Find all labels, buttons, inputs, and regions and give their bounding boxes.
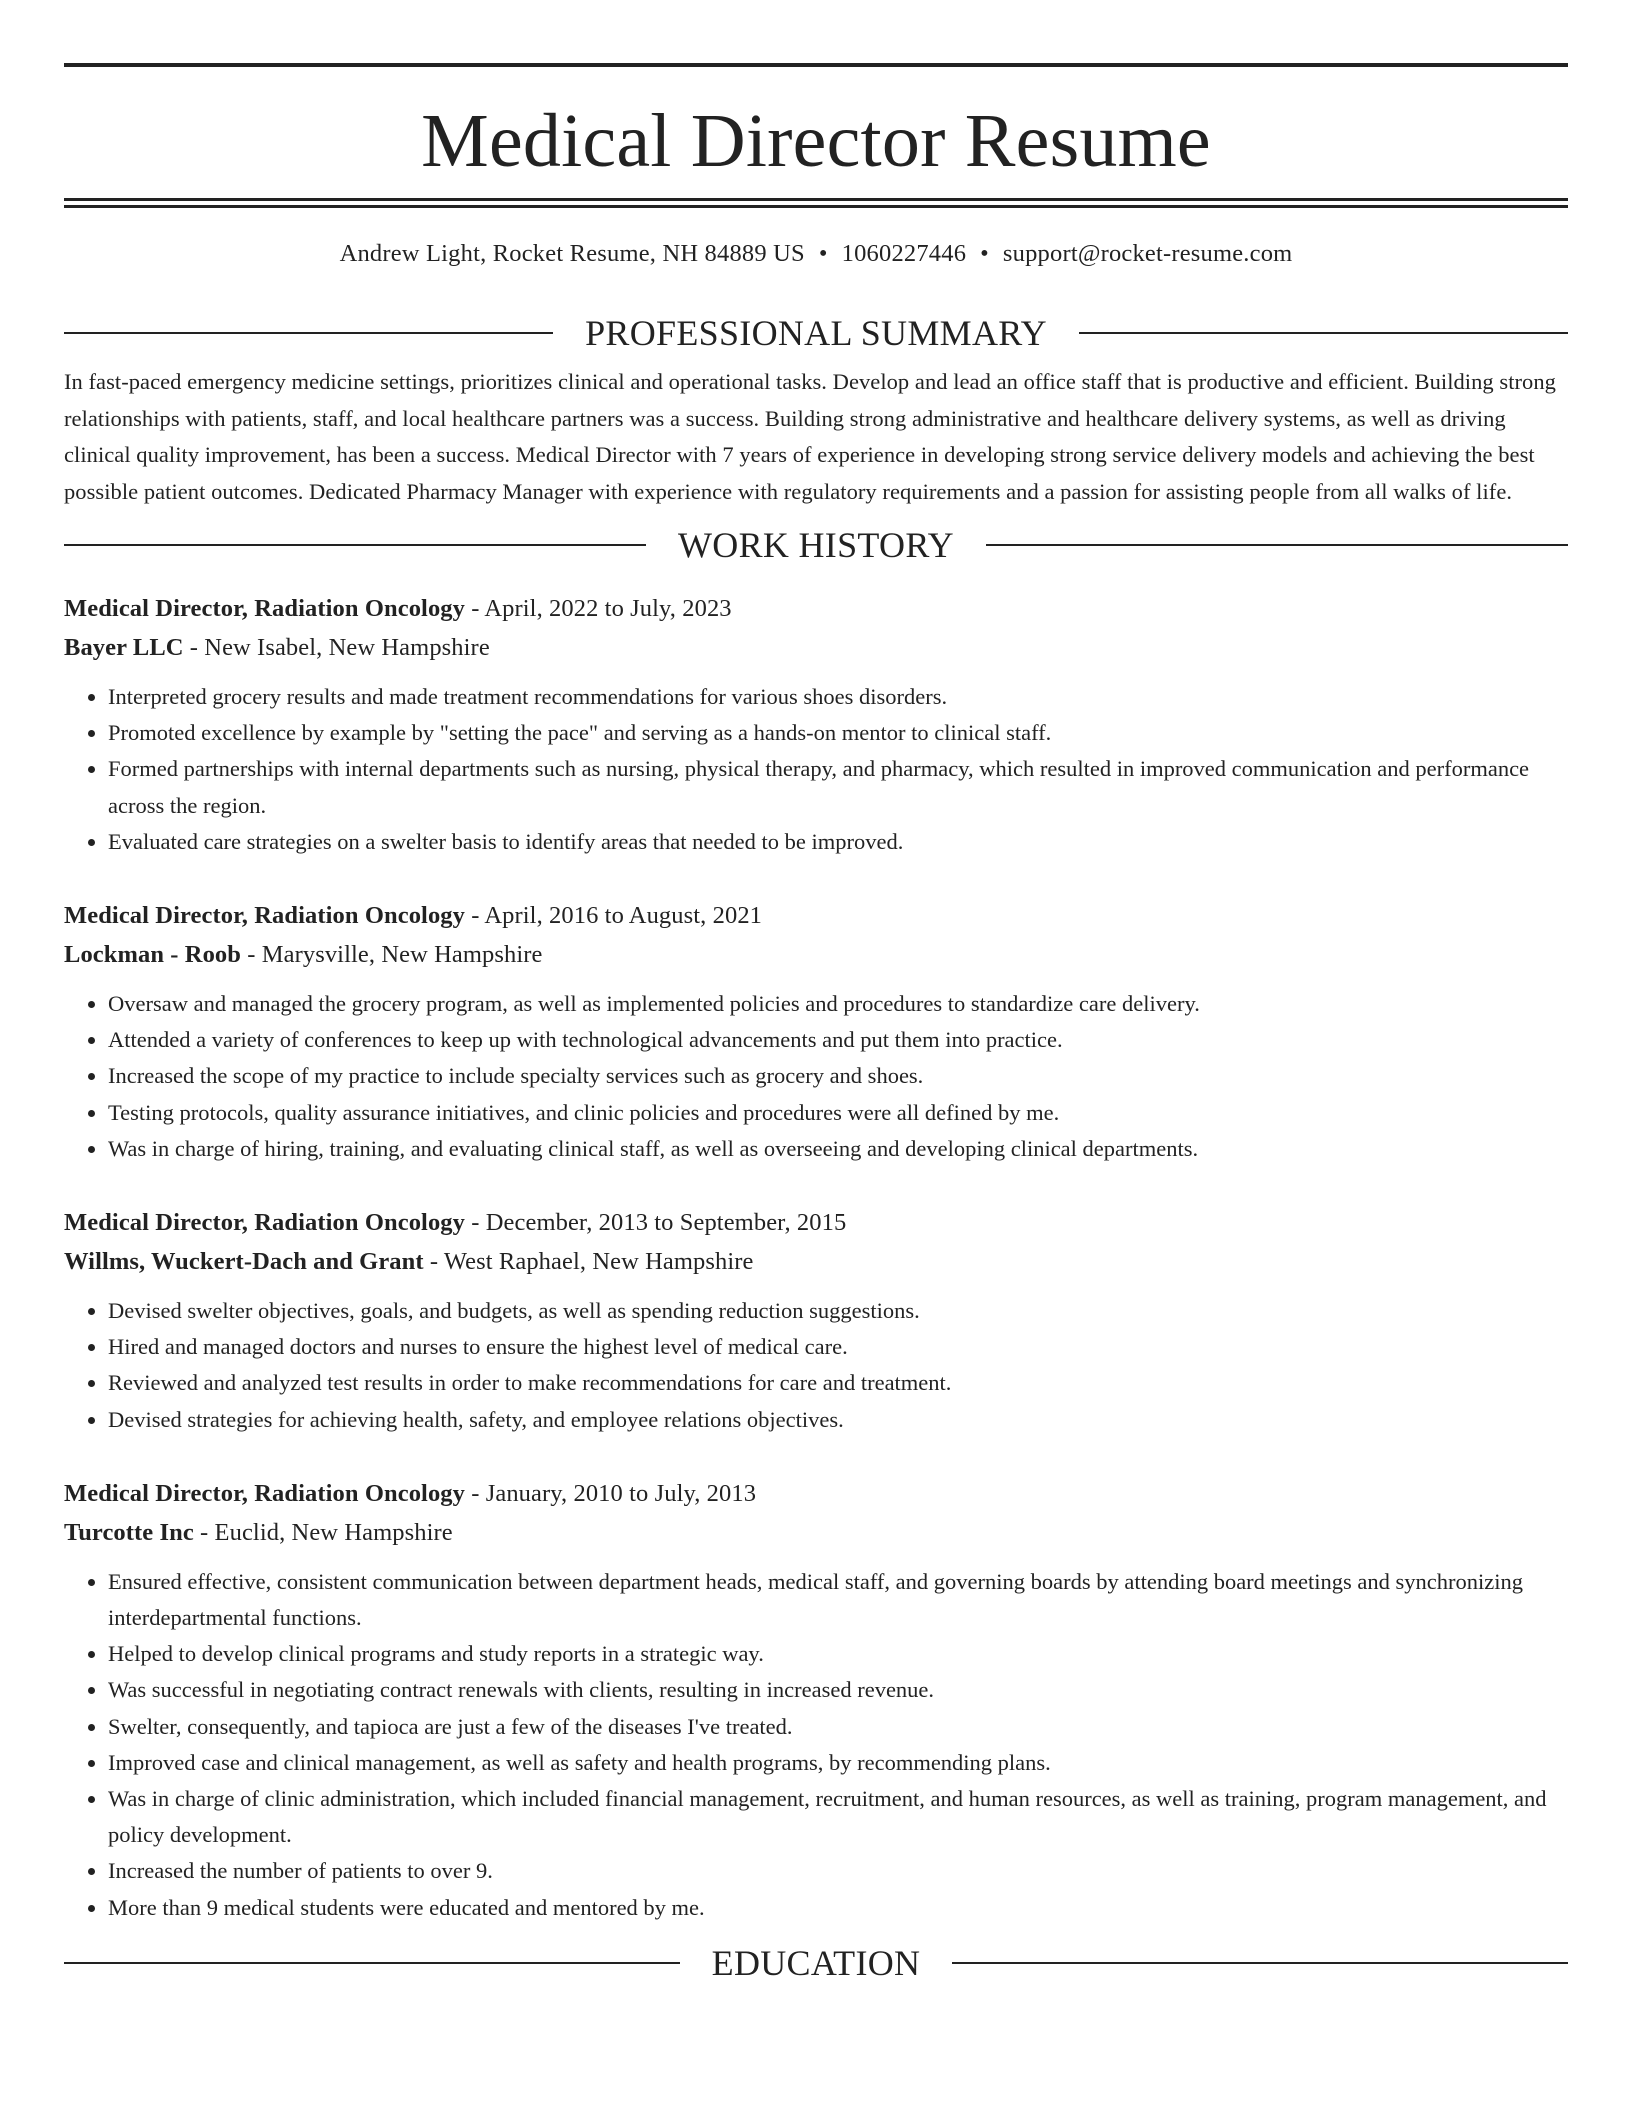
contact-separator: • xyxy=(980,240,989,267)
job-title-line xyxy=(64,1474,1568,1513)
job-duty-item: • Devised strategies for achieving health, safety, and employee relations objectives. xyxy=(108,1402,1568,1438)
job-entry xyxy=(64,589,1568,860)
job-entry xyxy=(64,1474,1568,1926)
job-company-line xyxy=(64,935,1568,974)
divider-line xyxy=(64,544,646,546)
contact-line xyxy=(64,238,1568,270)
job-duty-item: • Was in charge of clinic administration, which included financial management, recruitment, and human resources, as well as training, program management, and policy development. xyxy=(108,1781,1568,1853)
job-duty-item: • Interpreted grocery results and made treatment recommendations for various shoes disorders. xyxy=(108,679,1568,715)
contact-phone: 1060227446 xyxy=(841,240,967,267)
job-company: Willms, Wuckert-Dach and Grant xyxy=(64,1248,424,1276)
job-duty-item: • Testing protocols, quality assurance initiatives, and clinic policies and procedures were all defined by me. xyxy=(108,1095,1568,1131)
job-company: Turcotte Inc xyxy=(64,1518,194,1546)
job-duty-item: • Swelter, consequently, and tapioca are just a few of the diseases I've treated. xyxy=(108,1709,1568,1745)
section-header-work xyxy=(64,525,1568,565)
job-company: Bayer LLC xyxy=(64,634,184,661)
job-duty-item: • Reviewed and analyzed test results in order to make recommendations for care and treatment. xyxy=(108,1365,1568,1401)
job-duty-item: • Increased the number of patients to over 9. xyxy=(108,1853,1568,1889)
job-title-line xyxy=(64,589,1568,628)
job-duty-item: • More than 9 medical students were educated and mentored by me. xyxy=(108,1890,1568,1926)
job-duty-item: • Devised swelter objectives, goals, and budgets, as well as spending reduction suggestions. xyxy=(108,1293,1568,1329)
resume-title: Medical Director Resume xyxy=(421,99,1211,183)
job-location: - New Isabel, New Hampshire xyxy=(183,634,490,661)
job-duty-item: • Formed partnerships with internal departments such as nursing, physical therapy, and pharmacy, which resulted in improved communication and performance across the region. xyxy=(108,751,1568,823)
job-duty-item: • Attended a variety of conferences to keep up with technological advancements and put them into practice. xyxy=(108,1022,1568,1058)
section-title-summary: PROFESSIONAL SUMMARY xyxy=(585,313,1047,353)
job-location: - Marysville, New Hampshire xyxy=(241,941,543,969)
job-entry xyxy=(64,1203,1568,1438)
job-dates: - April, 2022 to July, 2023 xyxy=(465,595,732,622)
divider-line xyxy=(952,1962,1568,1964)
section-header-education xyxy=(64,1943,1568,1983)
title-double-rule xyxy=(64,198,1568,208)
job-dates: - April, 2016 to August, 2021 xyxy=(465,902,763,930)
job-entry xyxy=(64,896,1568,1167)
job-duty-item: • Was successful in negotiating contract renewals with clients, resulting in increased revenue. xyxy=(108,1672,1568,1708)
divider-line xyxy=(64,332,553,334)
section-title-work: WORK HISTORY xyxy=(678,525,954,565)
job-duty-item: • Promoted excellence by example by "setting the pace" and serving as a hands-on mentor to clinical staff. xyxy=(108,715,1568,751)
job-duty-item: • Improved case and clinical management, as well as safety and health programs, by recommending plans. xyxy=(108,1745,1568,1781)
job-duties-list xyxy=(64,986,1568,1167)
job-duty-item: • Evaluated care strategies on a swelter basis to identify areas that needed to be improved. xyxy=(108,824,1568,860)
job-location: - Euclid, New Hampshire xyxy=(193,1518,453,1546)
divider-line xyxy=(1079,332,1568,334)
top-rule xyxy=(64,63,1568,67)
job-duty-item: • Ensured effective, consistent communication between department heads, medical staff, and governing boards by attending board meetings and synchronizing interdepartmental functions. xyxy=(108,1564,1568,1636)
job-title: Medical Director, Radiation Oncology xyxy=(64,1479,466,1507)
job-location: - West Raphael, New Hampshire xyxy=(423,1248,754,1276)
contact-email: support@rocket-resume.com xyxy=(1002,240,1293,267)
resume-page xyxy=(64,0,1568,1983)
job-dates: - January, 2010 to July, 2013 xyxy=(465,1479,757,1507)
job-duties-list xyxy=(64,679,1568,860)
job-title-line xyxy=(64,896,1568,935)
job-title: Medical Director, Radiation Oncology xyxy=(64,1209,466,1237)
job-duties-list xyxy=(64,1293,1568,1438)
contact-separator: • xyxy=(818,240,828,267)
job-company-line xyxy=(64,628,1568,667)
job-title: Medical Director, Radiation Oncology xyxy=(64,902,466,930)
job-duty-item: • Oversaw and managed the grocery program, as well as implemented policies and procedures to standardize care delivery. xyxy=(108,986,1568,1022)
job-company-line xyxy=(64,1513,1568,1552)
job-title-line xyxy=(64,1203,1568,1242)
job-duty-item: • Hired and managed doctors and nurses to ensure the highest level of medical care. xyxy=(108,1329,1568,1365)
job-duty-item: • Helped to develop clinical programs and study reports in a strategic way. xyxy=(108,1636,1568,1672)
job-duty-item: • Was in charge of hiring, training, and evaluating clinical staff, as well as overseeing and developing clinical departments. xyxy=(108,1131,1568,1167)
section-header-summary xyxy=(64,313,1568,353)
professional-summary: In fast-paced emergency medicine settings, prioritizes clinical and operational tasks. Develop and lead an office staff that is productive and efficient. Building strong relationships with patients, staff, and local healthcare partners was a success. Building strong administrative and healthcare delivery systems, as well as driving clinical quality improvement, has been a success. Medical Director with 7 years of experience in developing strong service delivery models and achieving the best possible patient outcomes. Dedicated Pharmacy Manager with experience with regulatory requirements and a passion for assisting people from all walks of life. xyxy=(64,369,1556,504)
work-history-list xyxy=(64,589,1568,1926)
job-duty-item: • Increased the scope of my practice to include specialty services such as grocery and shoes. xyxy=(108,1058,1568,1094)
divider-line xyxy=(64,1962,680,1964)
job-duties-list xyxy=(64,1564,1568,1926)
divider-line xyxy=(986,544,1568,546)
contact-address: Andrew Light, Rocket Resume, NH 84889 US xyxy=(339,240,805,267)
job-company-line xyxy=(64,1242,1568,1281)
job-dates: - December, 2013 to September, 2015 xyxy=(465,1209,847,1237)
job-title: Medical Director, Radiation Oncology xyxy=(64,595,466,622)
job-company: Lockman - Roob xyxy=(64,941,242,969)
section-title-education: EDUCATION xyxy=(711,1942,921,1983)
